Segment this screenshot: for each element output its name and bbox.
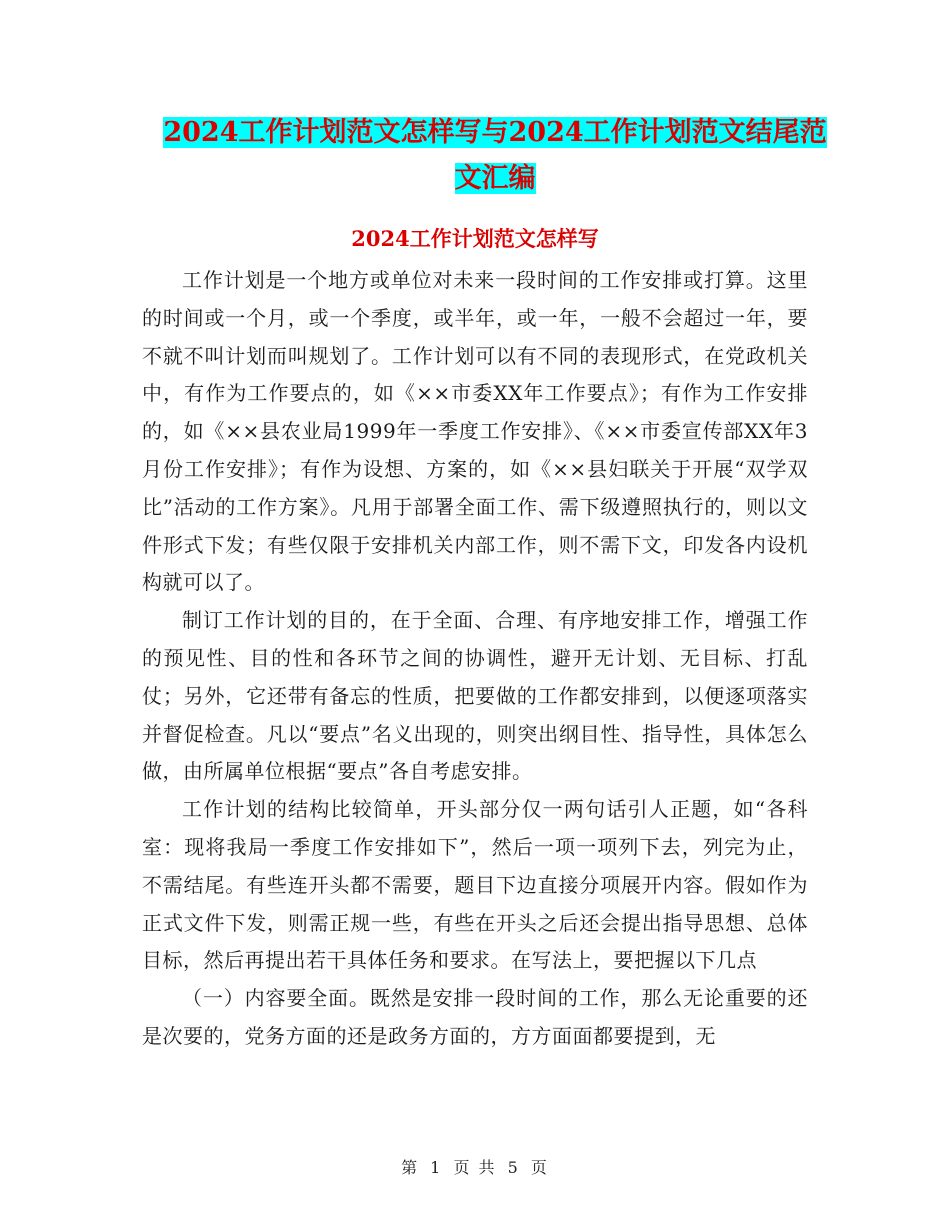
footer-prefix: 第 <box>401 1158 420 1177</box>
paragraph: 制订工作计划的目的，在于全面、合理、有序地安排工作，增强工作的预见性、目的性和各环节之间的协调性，避开无计划、无目标、打乱仗；另外，它还带有备忘的性质，把要做的工作都安排到，以便逐项落实并督促检查。凡以“要点”名义出现的，则突出纲目性、指导性，具体怎么做，由所属单位根据“要点”各自考虑安排。 <box>142 608 808 784</box>
page-footer <box>0 1155 950 1178</box>
footer-total-pages: 5 <box>507 1158 520 1177</box>
document-title-line2: 文汇编 <box>454 163 536 194</box>
document-title-line1: 2024工作计划范文怎样写与2024工作计划范文结尾范 <box>163 117 827 148</box>
footer-middle: 页 共 <box>453 1158 497 1177</box>
paragraph: 工作计划的结构比较简单，开头部分仅一两句话引人正题，如“各科室：现将我局一季度工作安排如下”，然后一项一项列下去，列完为止，不需结尾。有些连开头都不需要，题目下边直接分项展开内容。假如作为正式文件下发，则需正规一些，有些在开头之后还会提出指导思想、总体目标，然后再提出若干具体任务和要求。在写法上，要把握以下几点 <box>142 797 808 973</box>
body-text <box>142 262 808 1056</box>
paragraph: （一）内容要全面。既然是安排一段时间的工作，那么无论重要的还是次要的，党务方面的还是政务方面的，方方面面都要提到，无 <box>142 986 808 1048</box>
section-heading: 2024工作计划范文怎样写 <box>351 226 599 251</box>
footer-suffix: 页 <box>530 1158 549 1177</box>
document-title <box>140 110 850 202</box>
footer-current-page: 1 <box>430 1158 443 1177</box>
paragraph: 工作计划是一个地方或单位对未来一段时间的工作安排或打算。这里的时间或一个月，或一个季度，或半年，或一年，一般不会超过一年，要不就不叫计划而叫规划了。工作计划可以有不同的表现形式，在党政机关中，有作为工作要点的，如《××市委XX年工作要点》；有作为工作安排的，如《××县农业局1999年一季度工作安排》、《××市委宣传部XX年3月份工作安排》；有作为设想、方案的，如《××县妇联关于开展“双学双比”活动的工作方案》。凡用于部署全面工作、需下级遵照执行的，则以文件形式下发；有些仅限于安排机关内部工作，则不需下文，印发各内设机构就可以了。 <box>142 268 808 595</box>
